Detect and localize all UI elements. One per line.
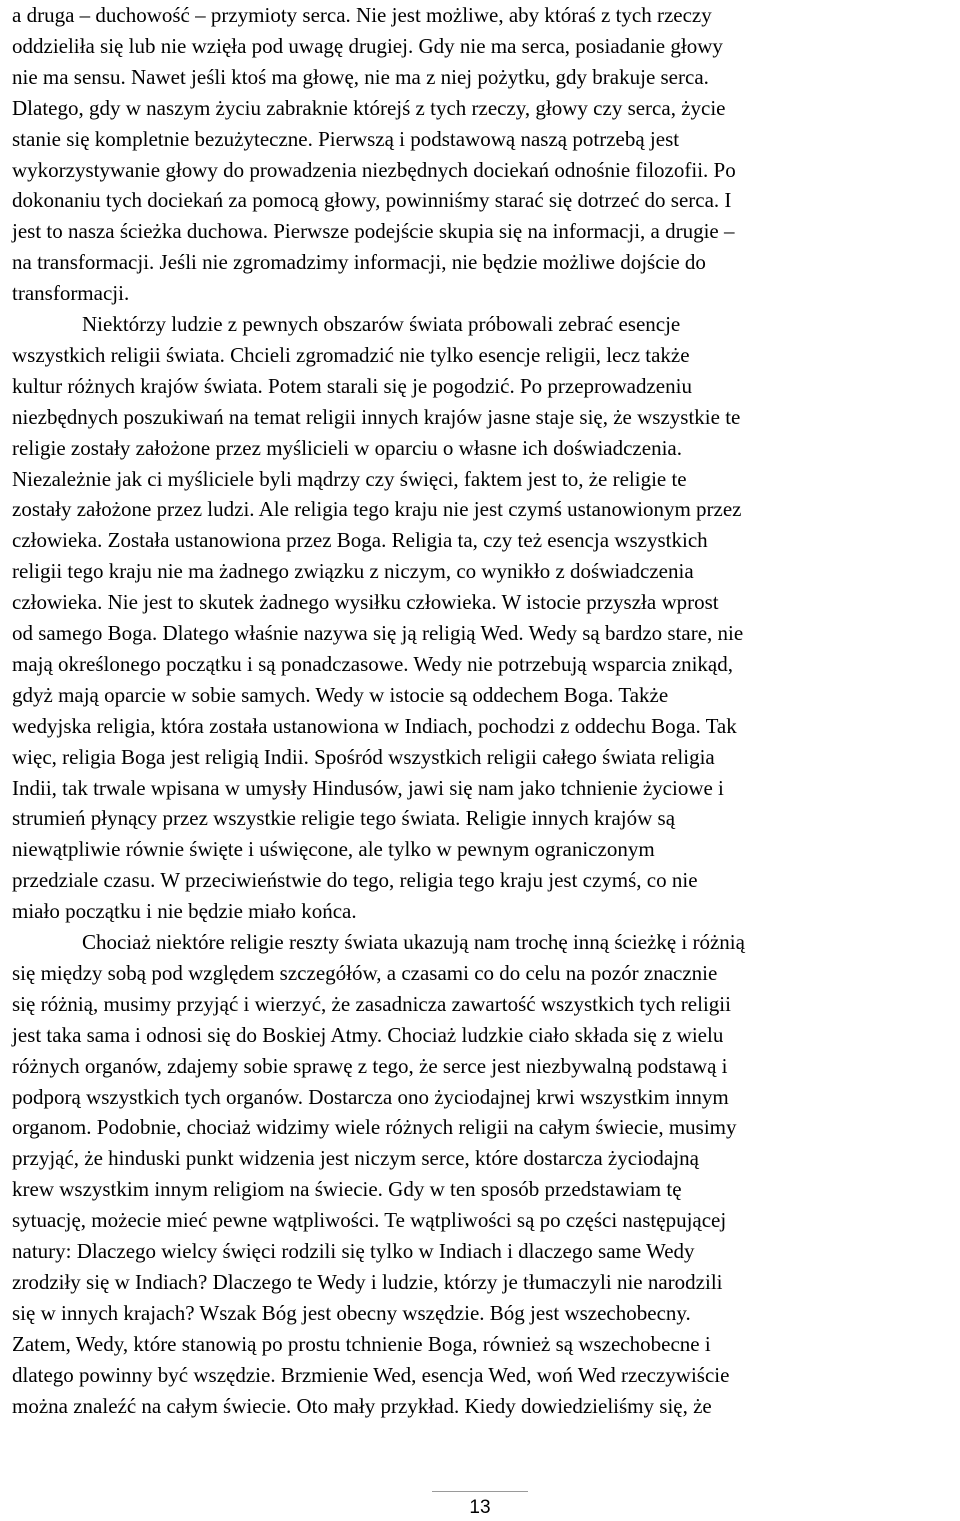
footer-divider [432,1491,528,1492]
text-line: gdyż mają oparcie w sobie samych. Wedy w istocie są oddechem Boga. Także [12,682,669,707]
text-line: podporą wszystkich tych organów. Dostarcza ono życiodajnej krwi wszystkim innym [12,1084,729,1109]
text-line: przyjąć, że hinduski punkt widzenia jest niczym serce, które dostarcza życiodajną [12,1146,699,1171]
text-line: jest taka sama i odnosi się do Boskiej Atmy. Chociaż ludzkie ciało składa się z wielu [12,1022,724,1047]
text-line: człowieka. Nie jest to skutek żadnego wysiłku człowieka. W istocie przyszła wprost [12,590,719,615]
text-line: na transformacji. Jeśli nie zgromadzimy informacji, nie będzie możliwe dojście do [12,250,706,275]
text-line: stanie się kompletnie bezużyteczne. Pierwszą i podstawową naszą potrzebą jest [12,126,680,151]
text-line: religii tego kraju nie ma żadnego związku z niczym, co wynikło z doświadczenia [12,559,694,584]
text-line: zrodziły się w Indiach? Dlaczego te Wedy i ludzie, którzy je tłumaczyli nie narodzili [12,1269,723,1294]
text-line: sytuację, możecie mieć pewne wątpliwości. Te wątpliwości są po części następującej [12,1208,727,1233]
text-line: strumień płynący przez wszystkie religie tego świata. Religie innych krajów są [12,806,676,831]
text-line: a druga – duchowość – przymioty serca. Nie jest możliwe, aby któraś z tych rzeczy [12,3,712,27]
text-line: zostały założone przez ludzi. Ale religia tego kraju nie jest czymś ustanowionym przez [12,497,742,522]
text-line: wszystkich religii świata. Chcieli zgromadzić nie tylko esencje religii, lecz także [12,342,690,367]
text-line: różnych organów, zdajemy sobie sprawę z tego, że serce jest niezbywalną podstawą i [12,1053,728,1078]
text-line: oddzieliła się lub nie wzięła pod uwagę drugiej. Gdy nie ma serca, posiadanie głowy [12,33,723,58]
text-line: miało początku i nie będzie miało końca. [12,899,357,924]
text-line: krew wszystkim innym religiom na świecie. Gdy w ten sposób przedstawiam tę [12,1177,682,1202]
text-line: od samego Boga. Dlatego właśnie nazywa się ją religią Wed. Wedy są bardzo stare, nie [12,621,744,645]
text-line: Indii, tak trwale wpisana w umysły Hindusów, jawi się nam jako tchnienie życiowe i [12,775,724,800]
text-line: kultur różnych krajów świata. Potem starali się je pogodzić. Po przeprowadzeniu [12,373,692,398]
text-line: organom. Podobnie, chociaż widzimy wiele różnych religii na całym świecie, musimy [12,1115,737,1140]
page-number: 13 [469,1497,491,1518]
text-line: się między sobą pod względem szczegółów, a czasami co do celu na pozór znacznie [12,960,718,985]
text-line: wedyjska religia, która została ustanowiona w Indiach, pochodzi z oddechu Boga. Tak [12,713,737,738]
text-line: Zatem, Wedy, które stanowią po prostu tchnienie Boga, również są wszechobecne i [12,1331,711,1356]
text-line: można znaleźć na całym świecie. Oto mały przykład. Kiedy dowiedzieliśmy się, że [12,1393,712,1418]
text-line: wykorzystywanie głowy do prowadzenia niezbędnych dociekań odnośnie filozofii. Po [12,157,736,182]
text-line: dlatego powinny być wszędzie. Brzmienie Wed, esencja Wed, woń Wed rzeczywiście [12,1362,730,1387]
text-line: dokonaniu tych dociekań za pomocą głowy, powinniśmy starać się dotrzeć do serca. I [12,188,732,213]
text-line: transformacji. [12,281,130,306]
text-line: się w innych krajach? Wszak Bóg jest obecny wszędzie. Bóg jest wszechobecny. [12,1300,691,1325]
text-line: się różnią, musimy przyjąć i wierzyć, że zasadnicza zawartość wszystkich tych religii [12,991,731,1016]
text-line: Chociaż niektóre religie reszty świata ukazują nam trochę inną ścieżkę i różnią [82,930,745,954]
text-line: religie zostały założone przez myślicieli w oparciu o własne ich doświadczenia. [12,435,682,460]
text-line: natury: Dlaczego wielcy święci rodzili się tylko w Indiach i dlaczego same Wedy [12,1239,695,1263]
text-line: przedziale czasu. W przeciwieństwie do tego, religia tego kraju jest czymś, co nie [12,868,698,893]
text-line: nie ma sensu. Nawet jeśli ktoś ma głowę, nie ma z niej pożytku, gdy brakuje serca. [12,64,709,89]
text-line: Niektórzy ludzie z pewnych obszarów świata próbowali zebrać esencje [82,312,681,336]
text-line: jest to nasza ścieżka duchowa. Pierwsze podejście skupia się na informacji, a drugie – [12,219,735,244]
text-line: człowieka. Została ustanowiona przez Boga. Religia ta, czy też esencja wszystkich [12,528,708,553]
text-line: mają określonego początku i są ponadczasowe. Wedy nie potrzebują wsparcia znikąd, [12,651,733,676]
text-line: niewątpliwie równie święte i uświęcone, ale tylko w pewnym ograniczonym [12,837,655,862]
text-line: więc, religia Boga jest religią Indii. Spośród wszystkich religii całego świata religia [12,744,715,769]
text-line: niezbędnych poszukiwań na temat religii innych krajów jasne staje się, że wszystkie te [12,404,741,429]
text-line: Dlatego, gdy w naszym życiu zabraknie którejś z tych rzeczy, głowy czy serca, życie [12,95,726,120]
text-line: Niezależnie jak ci myśliciele byli mądrzy czy święci, faktem jest to, że religie te [12,466,687,491]
